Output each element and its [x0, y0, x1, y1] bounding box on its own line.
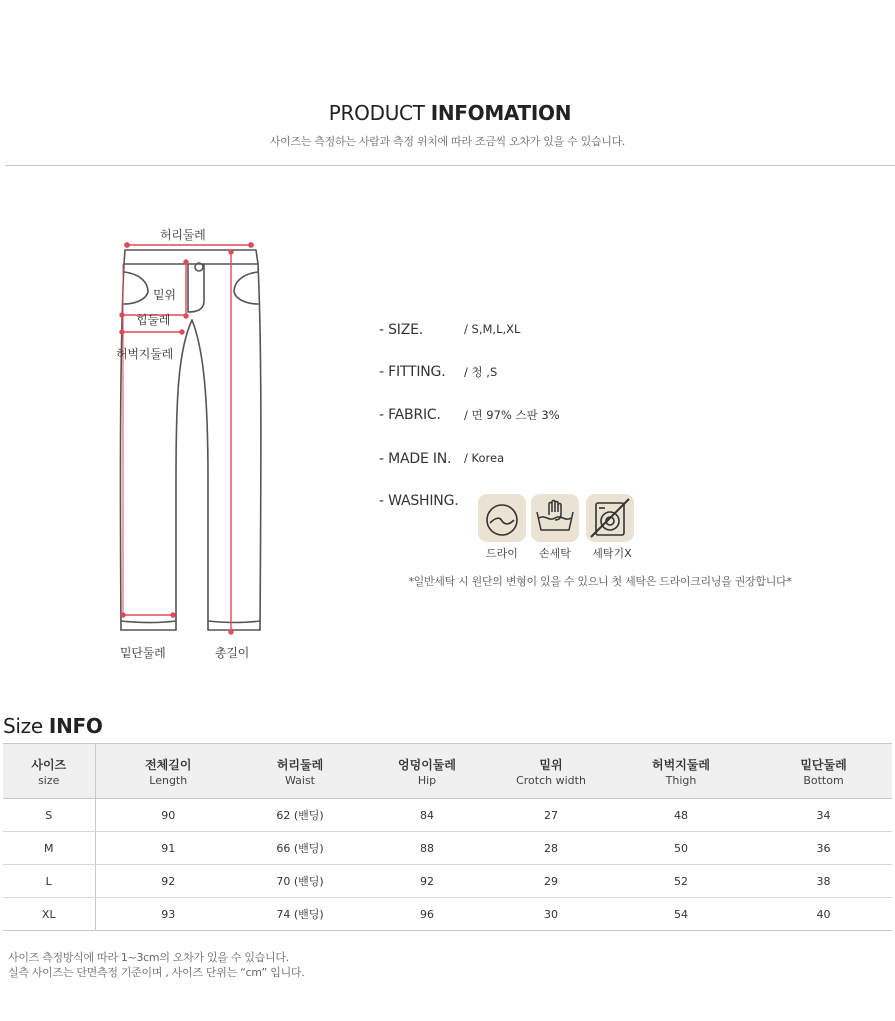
waist-label: 허리둘레 [160, 228, 206, 242]
washing-note: *일반세탁 시 원단의 변형이 있을 수 있으니 첫 세탁은 드라이크리닝을 권장합니다* [408, 575, 792, 588]
table-row [3, 832, 892, 865]
table-row [3, 799, 892, 832]
cell-crotch: 28 [495, 832, 607, 865]
cell-hip: 96 [359, 898, 495, 931]
spec-fitting-value: / 청 ,S [464, 365, 498, 379]
cell-waist: 62 (밴딩) [241, 799, 359, 832]
title-light: PRODUCT [328, 101, 425, 125]
measure-lines [120, 243, 253, 634]
cell-hip: 84 [359, 799, 495, 832]
cell-thigh: 52 [607, 865, 755, 898]
hem-label: 밑단둘레 [120, 646, 166, 660]
spec-madein-value: / Korea [464, 451, 505, 465]
cell-size: XL [3, 898, 95, 931]
cell-length: 90 [95, 799, 241, 832]
title-bold: INFOMATION [430, 101, 572, 125]
col-thigh: 허벅지둘레 Thigh [607, 744, 755, 799]
cell-thigh: 50 [607, 832, 755, 865]
dry-clean-label: 드라이 [486, 547, 518, 560]
no-machine-wash-label: 세탁기X [592, 547, 632, 560]
pants-outline [120, 250, 260, 630]
spec-size-key: - SIZE. [379, 322, 424, 338]
no-machine-wash-icon [586, 494, 634, 542]
divider [5, 165, 895, 166]
cell-waist: 66 (밴딩) [241, 832, 359, 865]
col-length: 전체길이 Length [95, 744, 241, 799]
size-heading-bold: INFO [48, 714, 103, 738]
size-notes [8, 950, 304, 980]
spec-fitting-key: - FITTING. [379, 364, 446, 380]
cell-waist: 70 (밴딩) [241, 865, 359, 898]
table-row [3, 865, 892, 898]
spec-washing-key: - WASHING. [379, 493, 459, 509]
col-waist: 허리둘레 Waist [241, 744, 359, 799]
crotch-label: 밑위 [153, 288, 176, 302]
col-bottom: 밑단둘레 Bottom [755, 744, 892, 799]
note-line: 사이즈 측정방식에 따라 1~3cm의 오차가 있을 수 있습니다. [8, 951, 289, 964]
spec-madein-key: - MADE IN. [379, 451, 452, 467]
col-size: 사이즈 size [3, 744, 95, 799]
note-line: 실측 사이즈는 단면측정 기준이며 , 사이즈 단위는 “cm” 입니다. [8, 966, 305, 979]
dry-clean-icon [478, 494, 526, 542]
cell-crotch: 30 [495, 898, 607, 931]
size-heading-light: Size [3, 714, 43, 738]
cell-size: L [3, 865, 95, 898]
cell-thigh: 48 [607, 799, 755, 832]
col-hip: 엉덩이둘레 Hip [359, 744, 495, 799]
pants-measurement-diagram [100, 220, 280, 665]
cell-hip: 88 [359, 832, 495, 865]
cell-length: 92 [95, 865, 241, 898]
table-row [3, 898, 892, 931]
cell-length: 91 [95, 832, 241, 865]
size-table [3, 743, 892, 931]
cell-length: 93 [95, 898, 241, 931]
spec-fabric-key: - FABRIC. [379, 407, 441, 423]
table-header-row [3, 744, 892, 799]
thigh-label: 허벅지둘레 [116, 347, 173, 361]
spec-fabric-value: / 면 97% 스판 3% [464, 408, 560, 422]
hand-wash-icon [531, 494, 579, 542]
length-label: 총길이 [215, 646, 250, 660]
cell-thigh: 54 [607, 898, 755, 931]
cell-hip: 92 [359, 865, 495, 898]
size-info-heading [3, 714, 103, 738]
col-crotch: 밑위 Crotch width [495, 744, 607, 799]
hip-label: 힙둘레 [136, 313, 171, 327]
cell-bottom: 36 [755, 832, 892, 865]
hand-wash-label: 손세탁 [539, 547, 571, 560]
spec-size-value: / S,M,L,XL [464, 322, 521, 336]
cell-crotch: 27 [495, 799, 607, 832]
cell-bottom: 40 [755, 898, 892, 931]
page-subtitle: 사이즈는 측정하는 사람과 측정 위치에 따라 조금씩 오차가 있을 수 있습니다. [269, 135, 626, 148]
cell-bottom: 38 [755, 865, 892, 898]
cell-waist: 74 (밴딩) [241, 898, 359, 931]
page-title [0, 101, 895, 125]
cell-crotch: 29 [495, 865, 607, 898]
cell-size: M [3, 832, 95, 865]
cell-size: S [3, 799, 95, 832]
cell-bottom: 34 [755, 799, 892, 832]
